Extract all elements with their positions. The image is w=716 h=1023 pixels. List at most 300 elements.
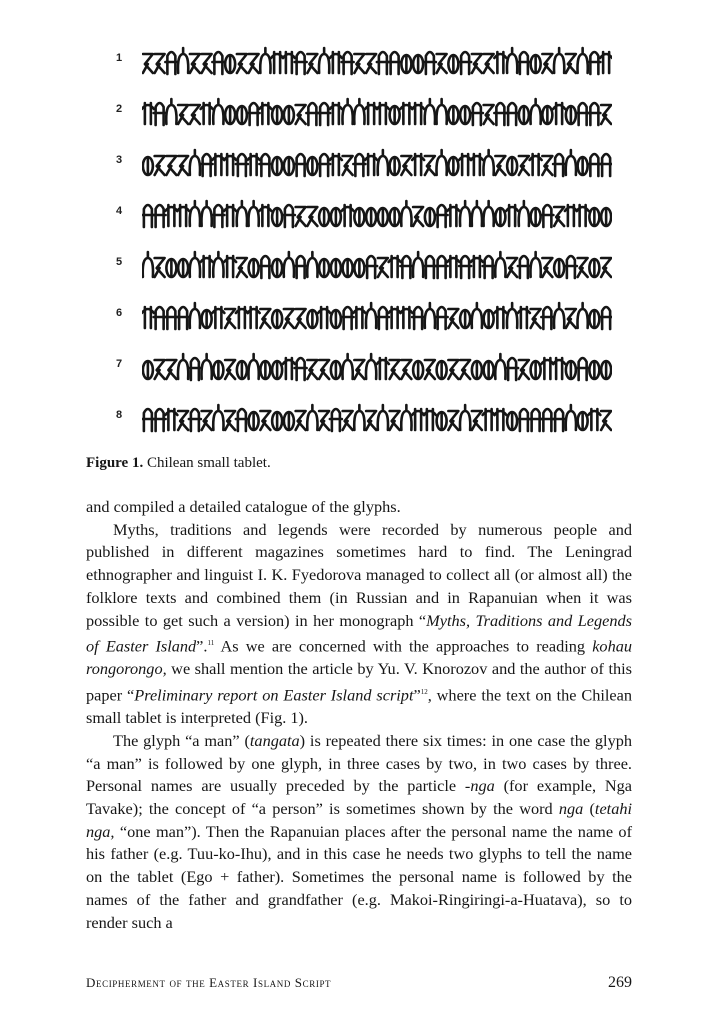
glyph [366, 54, 376, 73]
glyph [424, 52, 436, 74]
glyph [531, 55, 541, 73]
glyph [390, 411, 400, 430]
glyph [577, 48, 587, 73]
glyph [447, 256, 459, 277]
glyph [225, 309, 235, 328]
glyph [531, 309, 541, 328]
glyph [155, 360, 165, 379]
glyph [589, 208, 599, 226]
glyph [307, 310, 317, 328]
glyph [530, 154, 542, 175]
figure-caption [86, 453, 646, 473]
glyph [483, 150, 493, 175]
glyph [295, 256, 307, 278]
glyph [237, 258, 247, 277]
glyph [448, 411, 458, 430]
glyph [296, 411, 306, 430]
glyph [460, 106, 470, 124]
glyph [366, 303, 376, 328]
glyph [566, 54, 576, 73]
glyph [236, 154, 248, 176]
glyph [213, 252, 223, 277]
glyph [354, 259, 364, 277]
glyph [448, 157, 458, 175]
line-number: 7 [116, 358, 123, 370]
glyph [553, 358, 565, 379]
paragraph-glyph-man: The glyph “a man” (tangata) is repeated there six times: in one case the glyph “a man” is followed by one glyph, in three cases by two, in two cases by three. Personal names are usually preceded by the particle -nga (for example, Nga Tavake); the concept of “a person” is sometimes shown by the word nga (tetahi nga, “one man”). Then the Rapanuian places after the personal name the name of his father (e.g. Tuu-ko-Ihu), and in this case he needs two glyphs to tell the name on the tablet (Ego + father). Sometimes the personal name is followed by the names of the father and grandfather (e.g. Makoi-Ringiringi-a-Huatava), so to render such a [86, 730, 632, 932]
glyph [566, 361, 576, 379]
glyph [343, 156, 353, 175]
glyph-line [112, 297, 612, 348]
glyph [354, 405, 364, 430]
paragraph-myths: Myths, traditions and legends were recorded by numerous people and published in different magazines sometimes hard to find. The Leningrad ethnographer and linguist I. K. Fyedorova managed to collect all (or almost all) the folklore texts and combined them (in Russian and in Rapanuian when it was possible to get such a version) in her monograph “Myths, Traditions and Legends of Easter Island”.$^{11}$ As we are concerned with the approaches to reading kohau rongorongo, we shall mention the article by Yu. V. Knorozov and the author of this paper “Preliminary report on Easter Island script”$^{12}$, where the text on the Chilean small tablet is interpreted (Fig. 1). [86, 519, 633, 728]
glyph [249, 54, 259, 73]
glyph [554, 259, 564, 277]
figure-caption-label: Figure 1. [86, 455, 144, 471]
glyph [190, 303, 200, 328]
glyph [412, 409, 424, 430]
glyph [554, 207, 564, 226]
glyph [142, 103, 154, 124]
glyph [413, 361, 423, 379]
glyph [530, 99, 540, 124]
glyph [519, 201, 529, 226]
footnote-marker: 12 [420, 688, 428, 697]
glyph [541, 307, 553, 329]
glyph [365, 154, 377, 175]
glyph [483, 201, 493, 226]
glyph [541, 205, 553, 227]
glyph [578, 412, 588, 430]
glyph [459, 256, 471, 278]
rongorongo-glyph-row [142, 246, 612, 288]
glyph [400, 256, 412, 278]
glyph [601, 105, 611, 124]
glyph [143, 157, 153, 175]
glyph [259, 205, 271, 226]
glyph [142, 409, 154, 431]
glyph [472, 54, 482, 73]
glyph [377, 103, 389, 124]
glyph [284, 412, 294, 430]
glyph [224, 154, 236, 175]
rongorongo-glyph-row [142, 144, 612, 186]
glyph [578, 258, 588, 277]
glyph [436, 307, 448, 329]
glyph [541, 409, 553, 431]
glyph [319, 259, 329, 277]
glyph [519, 106, 529, 124]
glyph [472, 201, 482, 226]
glyph [578, 157, 588, 175]
glyph [155, 156, 165, 175]
glyph [542, 54, 552, 73]
glyph [248, 103, 260, 125]
glyph [472, 361, 482, 379]
glyph [377, 307, 389, 329]
glyph [494, 409, 506, 430]
glyph [190, 54, 200, 73]
glyph [531, 361, 541, 379]
glyph [212, 307, 224, 328]
glyph [178, 105, 188, 124]
glyph [343, 259, 353, 277]
glyph [259, 154, 271, 176]
footnote-marker: 11 [207, 639, 215, 648]
glyph [401, 55, 411, 73]
rongorongo-glyph-row [142, 297, 612, 339]
glyph [366, 411, 376, 430]
glyph [201, 103, 213, 124]
glyph [424, 256, 436, 278]
glyph [296, 105, 306, 124]
glyph [143, 252, 153, 277]
glyph [154, 103, 166, 125]
rongorongo-glyph-row [142, 93, 612, 135]
glyph-line [112, 246, 612, 297]
glyph [272, 157, 282, 175]
glyph [541, 358, 553, 379]
glyph [401, 156, 411, 175]
glyph [600, 307, 612, 329]
glyph [542, 106, 552, 124]
glyph-line [112, 42, 612, 93]
glyph [601, 361, 611, 379]
glyph [577, 358, 589, 380]
glyph [601, 208, 611, 226]
rongorongo-glyph-row [142, 348, 612, 390]
glyph [588, 154, 600, 176]
glyph [554, 48, 564, 73]
glyph [566, 405, 576, 430]
line-number: 6 [116, 307, 123, 319]
glyph [342, 354, 352, 379]
glyph [437, 412, 447, 430]
glyph [190, 201, 200, 226]
glyph [425, 208, 435, 226]
glyph [165, 52, 177, 74]
glyph [319, 48, 329, 73]
rongorongo-glyph-row [142, 399, 612, 441]
glyph [365, 256, 377, 278]
glyph [589, 361, 599, 379]
glyph [472, 411, 482, 430]
glyph [271, 52, 283, 73]
paragraph-continuation: and compiled a detailed catalogue of the glyphs. [86, 497, 401, 516]
glyph [495, 156, 505, 175]
glyph [342, 52, 354, 74]
glyph [378, 208, 388, 226]
glyph [495, 354, 505, 379]
glyph [306, 103, 318, 125]
glyph [189, 358, 201, 380]
glyph [589, 259, 599, 277]
glyph [166, 156, 176, 175]
glyph [295, 52, 307, 74]
glyph [472, 303, 482, 328]
glyph [284, 309, 294, 328]
glyph [330, 52, 342, 73]
glyph [378, 258, 388, 277]
glyph [519, 360, 529, 379]
glyph [436, 256, 448, 278]
glyph [307, 252, 317, 277]
line-number: 2 [116, 103, 123, 115]
glyph [189, 409, 201, 431]
glyph [248, 154, 260, 175]
glyph [412, 103, 424, 124]
glyph [425, 303, 435, 328]
glyph [237, 361, 247, 379]
glyph [330, 154, 342, 175]
glyph [201, 201, 211, 226]
glyph [237, 106, 247, 124]
rongorongo-glyph-row [142, 195, 612, 237]
glyph [412, 307, 424, 329]
glyph [553, 409, 565, 431]
glyph [354, 54, 364, 73]
glyph [284, 252, 294, 277]
glyph [448, 360, 458, 379]
glyph [143, 361, 153, 379]
glyph [506, 358, 518, 380]
glyph [507, 48, 517, 73]
glyph [283, 52, 295, 73]
glyph [425, 360, 435, 379]
glyph [342, 99, 352, 124]
glyph [425, 156, 435, 175]
glyph [224, 256, 236, 277]
glyph [178, 354, 188, 379]
glyph [213, 361, 223, 379]
glyph [225, 55, 235, 73]
glyph [507, 258, 517, 277]
glyph [259, 256, 271, 278]
glyph [448, 106, 458, 124]
glyph [353, 307, 365, 328]
glyph [213, 99, 223, 124]
glyph [142, 205, 154, 227]
glyph [307, 360, 317, 379]
glyph [553, 154, 565, 176]
glyph [495, 208, 505, 226]
glyph [566, 150, 576, 175]
glyph [284, 157, 294, 175]
glyph [366, 208, 376, 226]
glyph [378, 405, 388, 430]
body-text [86, 496, 632, 934]
glyph [260, 411, 270, 430]
glyph [401, 360, 411, 379]
glyph [484, 310, 494, 328]
glyph [588, 409, 600, 430]
glyph [354, 360, 364, 379]
glyph [330, 103, 342, 124]
glyph [401, 201, 411, 226]
glyph [530, 409, 542, 431]
line-number: 3 [116, 154, 123, 166]
glyph [425, 99, 435, 124]
line-number: 1 [116, 52, 123, 64]
glyph [178, 411, 188, 430]
glyph [366, 354, 376, 379]
glyph [248, 201, 258, 226]
glyph [377, 358, 389, 379]
glyph [577, 103, 589, 125]
glyph [600, 154, 612, 176]
glyph [154, 409, 166, 431]
glyph [436, 205, 448, 227]
glyph [459, 52, 471, 74]
rongorongo-glyph-row [142, 42, 612, 84]
glyph-line [112, 93, 612, 144]
glyph [353, 154, 365, 176]
glyph [507, 157, 517, 175]
glyph [295, 154, 307, 176]
glyph [518, 52, 530, 74]
glyph [237, 201, 247, 226]
glyph [401, 405, 411, 430]
glyph [390, 157, 400, 175]
glyph [190, 252, 200, 277]
glyph [601, 258, 611, 277]
glyph [518, 307, 530, 328]
glyph [260, 309, 270, 328]
glyph [471, 154, 483, 175]
glyph [518, 409, 530, 431]
glyph-line [112, 144, 612, 195]
glyph [577, 205, 589, 226]
glyph [448, 55, 458, 73]
glyph [389, 52, 401, 74]
glyph [413, 207, 423, 226]
glyph [237, 54, 247, 73]
glyph [272, 310, 282, 328]
glyph [389, 307, 401, 328]
glyph [307, 157, 317, 175]
glyph [165, 409, 177, 430]
glyph [601, 411, 611, 430]
glyph [319, 411, 329, 430]
glyph [354, 208, 364, 226]
glyph [483, 256, 495, 278]
glyph [460, 201, 470, 226]
glyph [307, 405, 317, 430]
glyph [542, 156, 552, 175]
glyph [249, 412, 259, 430]
glyph-line [112, 195, 612, 246]
glyph [248, 307, 260, 328]
glyph [272, 106, 282, 124]
glyph [248, 354, 258, 379]
glyph [177, 205, 189, 226]
glyph [166, 360, 176, 379]
glyph [507, 303, 517, 328]
glyph [177, 307, 189, 329]
glyph [272, 361, 282, 379]
glyph [330, 409, 342, 431]
glyph [471, 103, 483, 125]
glyph-line [112, 399, 612, 450]
glyph [224, 205, 236, 226]
glyph [318, 103, 330, 125]
glyph [365, 103, 377, 124]
glyph [506, 205, 518, 226]
glyph [390, 208, 400, 226]
glyph [378, 150, 388, 175]
glyph [460, 405, 470, 430]
glyph [154, 205, 166, 227]
glyph [342, 205, 354, 226]
glyph [412, 154, 424, 175]
glyph [494, 52, 506, 73]
glyph [307, 54, 317, 73]
glyph [296, 309, 306, 328]
running-title: Decipherment of the Easter Island Script [86, 975, 332, 990]
glyph [553, 103, 565, 124]
glyph [413, 55, 423, 73]
glyph [260, 361, 270, 379]
glyph [225, 411, 235, 430]
glyph [201, 154, 213, 176]
glyph [202, 54, 212, 73]
glyph [495, 252, 505, 277]
glyph [295, 358, 307, 380]
glyph [331, 208, 341, 226]
glyph [390, 106, 400, 124]
glyph [225, 106, 235, 124]
glyph [459, 154, 471, 175]
glyph [400, 307, 412, 328]
glyph [390, 360, 400, 379]
page-number: 269 [608, 974, 632, 991]
glyph [331, 310, 341, 328]
glyph [483, 409, 495, 430]
glyph [319, 360, 329, 379]
glyph [143, 54, 153, 73]
glyph-line [112, 348, 612, 399]
glyph [494, 307, 506, 328]
glyph [331, 259, 341, 277]
glyph [178, 259, 188, 277]
glyph [296, 207, 306, 226]
glyph [413, 252, 423, 277]
glyph [259, 103, 271, 124]
glyph [331, 361, 341, 379]
glyph [236, 409, 248, 431]
glyph [436, 150, 446, 175]
glyph [437, 54, 447, 73]
glyph [565, 256, 577, 278]
glyph [588, 103, 600, 125]
glyph [531, 208, 541, 226]
glyph [166, 99, 176, 124]
glyph [249, 259, 259, 277]
glyph [437, 361, 447, 379]
glyph [307, 207, 317, 226]
glyph [519, 156, 529, 175]
glyph [165, 307, 177, 329]
glyph [190, 150, 200, 175]
line-number: 8 [116, 409, 123, 421]
glyph [447, 205, 459, 226]
figure-glyph-lines [112, 42, 612, 450]
glyph [565, 205, 577, 226]
glyph [283, 358, 295, 379]
glyph [165, 205, 177, 226]
glyph [212, 52, 224, 74]
glyph [190, 105, 200, 124]
